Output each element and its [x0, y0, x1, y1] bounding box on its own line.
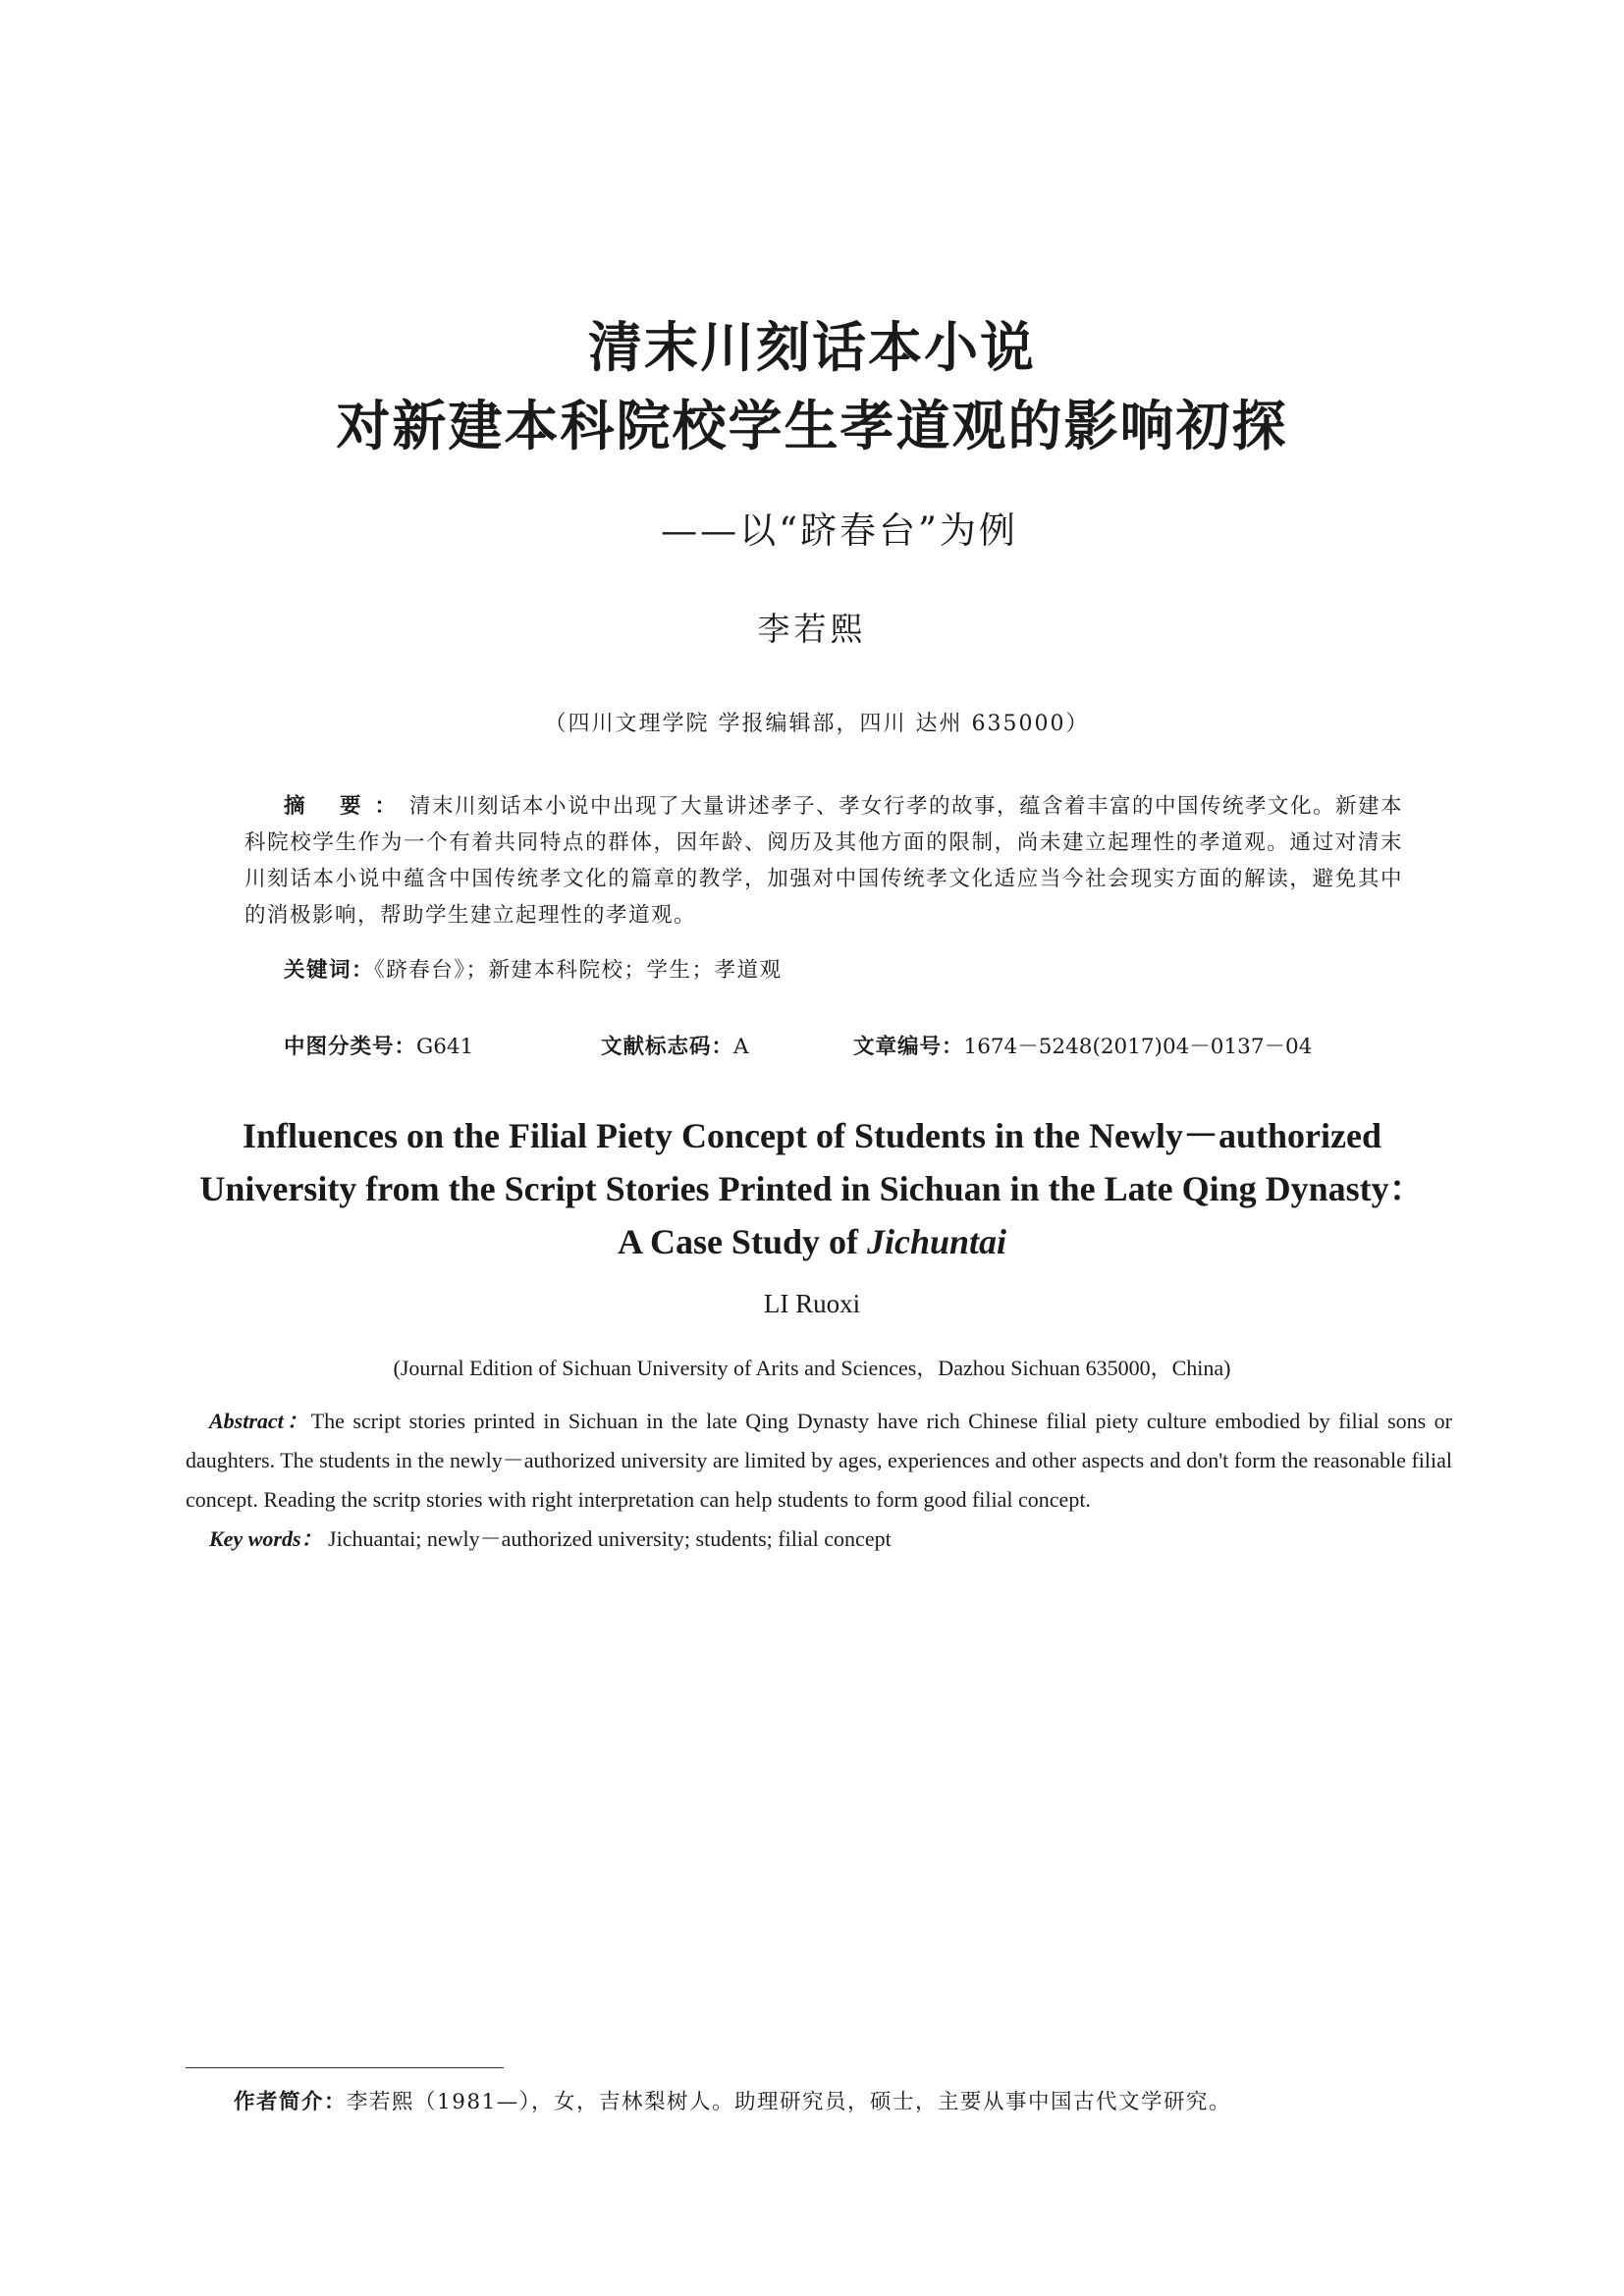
en-title-line-3-prefix: A Case Study of: [617, 1222, 867, 1261]
cn-abstract-text: 清末川刻话本小说中出现了大量讲述孝子、孝女行孝的故事，蕴含着丰富的中国传统孝文化。新建本科院校学生作为一个有着共同特点的群体，因年龄、阅历及其他方面的限制，尚未建立起理性的孝道观。通过对清末川刻话本小说中蕴含中国传统孝文化的篇章的教学，加强对中国传统孝文化适应当今社会现实方面的解读，避免其中的消极影响，帮助学生建立起理性的孝道观。: [244, 794, 1404, 928]
en-affiliation: (Journal Edition of Sichuan University of Arits and Sciences，Dazhou Sichuan 635000，China): [393, 1356, 1231, 1380]
article-number-value: 1674－5248(2017)04－0137－04: [963, 1035, 1313, 1059]
article-number: [853, 1030, 1312, 1060]
en-title-line-2: University from the Script Stories Printed in Sichuan in the Late Qing Dynasty：: [199, 1169, 1425, 1208]
cn-abstract-label: 摘 要：: [284, 794, 409, 819]
cn-title-line-1: 清末川刻话本小说: [587, 316, 1036, 379]
document-code: [601, 1030, 749, 1060]
en-keywords-label: Key words：: [209, 1526, 323, 1551]
en-author: LI Ruoxi: [763, 1289, 861, 1318]
en-keywords-text: Jichuantai; newly－authorized university; students; filial concept: [328, 1526, 892, 1551]
en-title-line-1: Influences on the Filial Piety Concept of Students in the Newly－authorized: [243, 1116, 1381, 1155]
cn-subtitle: ——以“跻春台”为例: [661, 509, 1018, 552]
footnote-text: 李若熙（1981—），女，吉林梨树人。助理研究员，硕士，主要从事中国古代文学研究。: [347, 2090, 1231, 2114]
cn-keywords: [284, 952, 1403, 988]
footnote-rule: [186, 2067, 504, 2068]
clc-value: G641: [416, 1035, 474, 1059]
cn-abstract: [244, 788, 1403, 934]
en-keywords: [209, 1520, 1452, 1559]
cn-title-line-2: 对新建本科院校学生孝道观的影响初探: [336, 395, 1288, 457]
cn-keywords-text: 《跻春台》；新建本科院校；学生；孝道观: [374, 958, 783, 983]
en-abstract-label: Abstract：: [209, 1409, 311, 1433]
document-code-value: A: [733, 1035, 749, 1059]
en-title-line-3: [0, 1215, 1624, 1268]
article-number-label: 文章编号：: [853, 1035, 964, 1059]
cn-author: 李若熙: [757, 610, 867, 648]
cn-keywords-label: 关键词：: [284, 958, 375, 983]
author-footnote: [234, 2085, 1231, 2115]
cn-affiliation: （四川文理学院 学报编辑部，四川 达州 635000）: [544, 712, 1090, 736]
footnote-label: 作者简介：: [234, 2090, 348, 2114]
en-abstract: [186, 1402, 1452, 1520]
clc-number: [284, 1030, 473, 1060]
en-abstract-text: The script stories printed in Sichuan in the late Qing Dynasty have rich Chinese filial piety culture embodied by filial sons or daughters. The students in the newly－authorized university are limited by ages, experiences and other aspects and don't form the reasonable filial concept. Reading the scritp stories with right interpretation can help students to form good filial concept.: [186, 1409, 1452, 1512]
clc-label: 中图分类号：: [284, 1035, 417, 1059]
document-code-label: 文献标志码：: [601, 1035, 734, 1059]
en-title-work-name: Jichuntai: [866, 1222, 1007, 1261]
